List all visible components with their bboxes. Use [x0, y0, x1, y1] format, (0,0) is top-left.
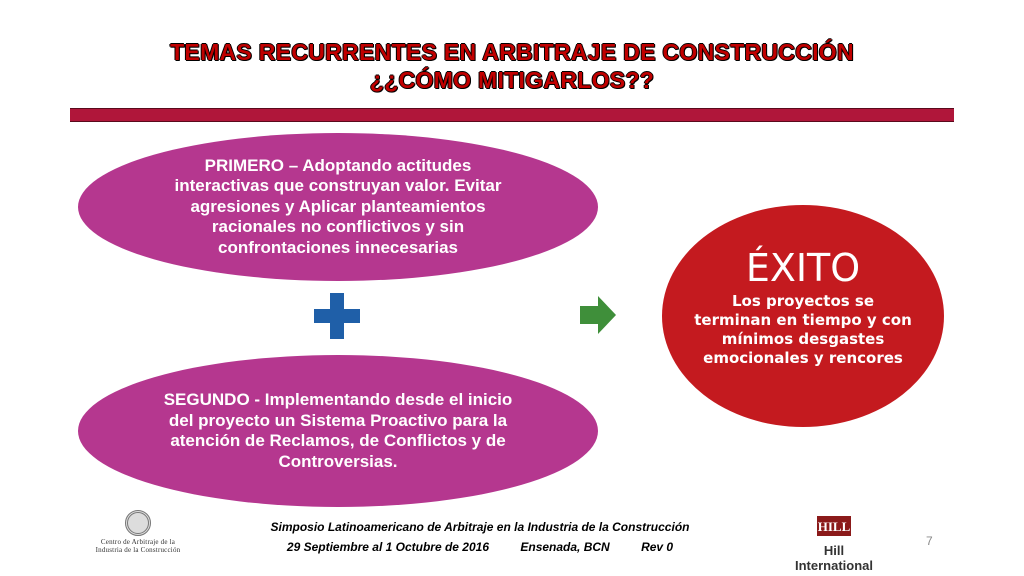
footer [200, 517, 760, 557]
hill-logo-mark-icon [817, 516, 851, 536]
success-text: Los proyectos se terminan en tiempo y con mínimos desgastes emocionales y rencores [694, 292, 912, 367]
second-point-ellipse [78, 355, 598, 507]
success-heading: ÉXITO [745, 246, 861, 290]
seal-icon [125, 510, 151, 536]
hill-logo-mark-text: HILL [817, 519, 851, 534]
hill-logo-text: Hill International [794, 543, 873, 573]
success-circle [662, 205, 944, 427]
first-point-ellipse [78, 133, 598, 281]
title-divider-bar [70, 108, 954, 122]
second-point-text: SEGUNDO - Implementando desde el inicio del proyecto un Sistema Proactivo para la atención de Reclamos, de Conflictos y de Controversias. [163, 390, 513, 471]
plus-icon [314, 293, 360, 339]
title-line-1: TEMAS RECURRENTES EN ARBITRAJE DE CONSTRUCCIÓN [170, 39, 854, 65]
hill-international-logo [784, 516, 884, 573]
page-number: 7 [926, 534, 933, 548]
footer-event: Simposio Latinoamericano de Arbitraje en la Industria de la Construcción [270, 520, 690, 534]
footer-date: 29 Septiembre al 1 Octubre de 2016 [286, 540, 490, 554]
slide-title [60, 38, 964, 94]
arbitration-center-logo-text: Centro de Arbitraje de la Industria de la Construcción [95, 538, 181, 554]
footer-place: Ensenada, BCN [520, 540, 610, 554]
first-point-text: PRIMERO – Adoptando actitudes interactivas que construyan valor. Evitar agresiones y Aplicar planteamientos racionales no conflictivos y sin confrontaciones innecesarias [174, 155, 502, 257]
right-arrow-icon [580, 296, 616, 334]
title-line-2: ¿¿CÓMO MITIGARLOS?? [369, 67, 655, 93]
arbitration-center-logo [88, 510, 188, 560]
footer-rev: Rev 0 [641, 540, 674, 554]
